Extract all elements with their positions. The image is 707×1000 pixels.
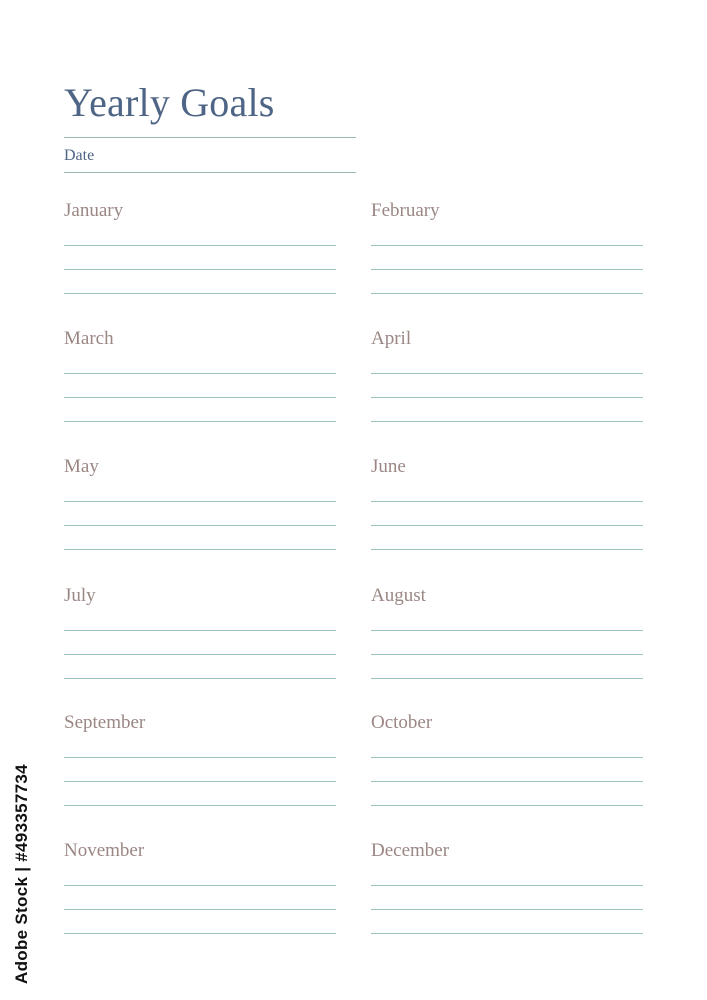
month-section-may (64, 455, 336, 570)
writing-line (64, 885, 336, 886)
writing-line (64, 630, 336, 631)
month-section-september (64, 711, 336, 826)
writing-line (371, 245, 643, 246)
month-label: August (371, 585, 426, 606)
writing-line (64, 245, 336, 246)
writing-line (64, 909, 336, 910)
writing-line (371, 757, 643, 758)
month-label: October (371, 712, 433, 733)
month-section-april (371, 327, 643, 442)
writing-line (371, 293, 643, 294)
writing-line (64, 757, 336, 758)
title-divider (64, 137, 356, 138)
writing-line (64, 397, 336, 398)
writing-line (64, 293, 336, 294)
month-section-january (64, 199, 336, 314)
writing-line (371, 525, 643, 526)
writing-line (64, 373, 336, 374)
date-label: Date (64, 147, 95, 164)
month-section-august (371, 584, 643, 699)
writing-line (64, 678, 336, 679)
stock-caption: Adobe Stock | #493357734 (12, 764, 31, 984)
date-line (64, 172, 356, 173)
writing-line (371, 678, 643, 679)
writing-line (371, 654, 643, 655)
writing-line (371, 630, 643, 631)
writing-line (371, 805, 643, 806)
month-label: June (371, 456, 406, 477)
writing-line (64, 805, 336, 806)
month-label: July (64, 585, 96, 606)
writing-line (64, 501, 336, 502)
month-section-december (371, 839, 643, 954)
page-title: Yearly Goals (64, 80, 275, 125)
writing-line (64, 781, 336, 782)
writing-line (64, 654, 336, 655)
month-label: April (371, 328, 412, 349)
month-label: November (64, 840, 145, 861)
writing-line (64, 933, 336, 934)
writing-line (371, 933, 643, 934)
writing-line (371, 549, 643, 550)
writing-line (64, 269, 336, 270)
month-section-february (371, 199, 643, 314)
month-section-november (64, 839, 336, 954)
month-label: January (64, 200, 124, 221)
month-section-june (371, 455, 643, 570)
month-label: September (64, 712, 146, 733)
writing-line (371, 397, 643, 398)
month-label: March (64, 328, 114, 349)
writing-line (371, 373, 643, 374)
writing-line (64, 525, 336, 526)
writing-line (371, 269, 643, 270)
month-label: December (371, 840, 450, 861)
writing-line (371, 781, 643, 782)
writing-line (371, 885, 643, 886)
month-section-july (64, 584, 336, 699)
writing-line (371, 421, 643, 422)
writing-line (64, 549, 336, 550)
writing-line (371, 909, 643, 910)
month-section-march (64, 327, 336, 442)
month-section-october (371, 711, 643, 826)
month-label: February (371, 200, 440, 221)
writing-line (64, 421, 336, 422)
month-label: May (64, 456, 99, 477)
writing-line (371, 501, 643, 502)
